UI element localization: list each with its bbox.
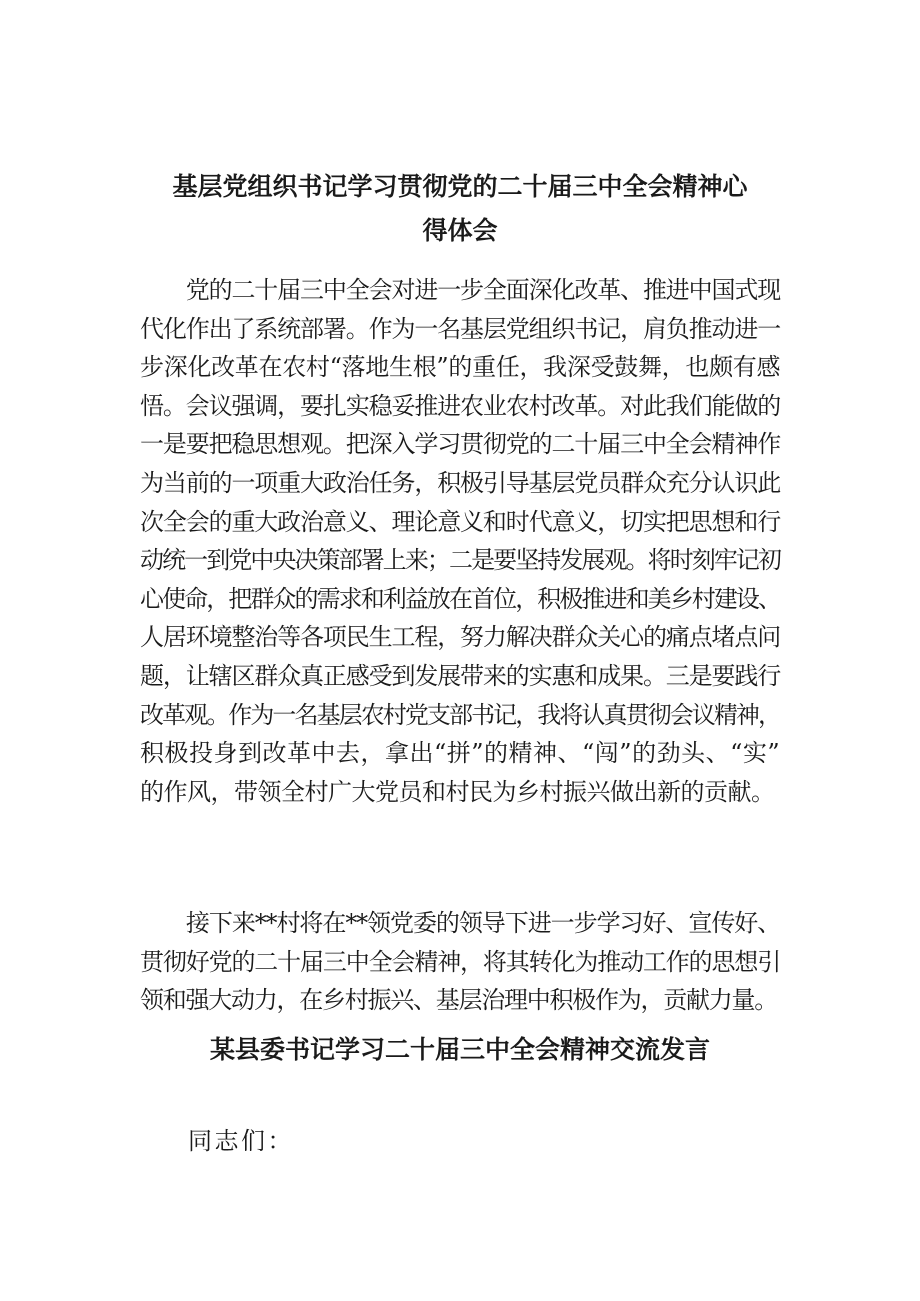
text-line: 接下来**村将在**领党委的领导下进一步学习好、宣传好、 xyxy=(140,909,780,937)
text-line: 积极投身到改革中去，拿出“拼”的精神、“闯”的劲头、“实” xyxy=(140,739,781,768)
text-line: 代化作出了系统部署。作为一名基层党组织书记，肩负推动进一 xyxy=(140,314,780,343)
salutation: 同志们： xyxy=(188,1127,294,1155)
second-document-title xyxy=(140,1033,780,1067)
text-line: 题，让辖区群众真正感受到发展带来的实惠和成果。三是要践行 xyxy=(140,661,780,690)
text-line: 一是要把稳思想观。把深入学习贯彻党的二十届三中全会精神作 xyxy=(140,430,780,459)
body-paragraph-2 xyxy=(140,904,780,1020)
text-line: 悟。会议强调，要扎实稳妥推进农业农村改革。对此我们能做的 xyxy=(140,391,780,420)
text-line: 领和强大动力，在乡村振兴、基层治理中积极作为，贡献力量。 xyxy=(140,986,777,1015)
text-line: 贯彻好党的二十届三中全会精神，将其转化为推动工作的思想引 xyxy=(140,947,780,976)
title-line: 某县委书记学习二十届三中全会精神交流发言 xyxy=(209,1035,710,1064)
text-line: 次全会的重大政治意义、理论意义和时代意义，切实把思想和行 xyxy=(140,507,780,536)
text-line: 心使命，把群众的需求和利益放在首位，积极推进和美乡村建设、 xyxy=(140,584,780,613)
title-line: 基层党组织书记学习贯彻党的二十届三中全会精神心 xyxy=(172,172,748,201)
text-line: 党的二十届三中全会对进一步全面深化改革、推进中国式现 xyxy=(140,276,780,304)
document-title xyxy=(140,170,780,248)
text-line: 步深化改革在农村“落地生根”的重任，我深受鼓舞，也颇有感 xyxy=(140,353,780,382)
text-line: 改革观。作为一名基层农村党支部书记，我将认真贯彻会议精神， xyxy=(140,700,780,729)
text-line: 为当前的一项重大政治任务，积极引导基层党员群众充分认识此 xyxy=(140,468,780,497)
text-line: 的作风，带领全村广大党员和村民为乡村振兴做出新的贡献。 xyxy=(140,777,775,806)
text-line: 人居环境整治等各项民生工程，努力解决群众关心的痛点堵点问 xyxy=(140,623,780,652)
title-line: 得体会 xyxy=(422,216,498,245)
body-paragraph-1 xyxy=(140,271,780,811)
text-line: 动统一到党中央决策部署上来；二是要坚持发展观。将时刻牢记初 xyxy=(140,546,780,575)
